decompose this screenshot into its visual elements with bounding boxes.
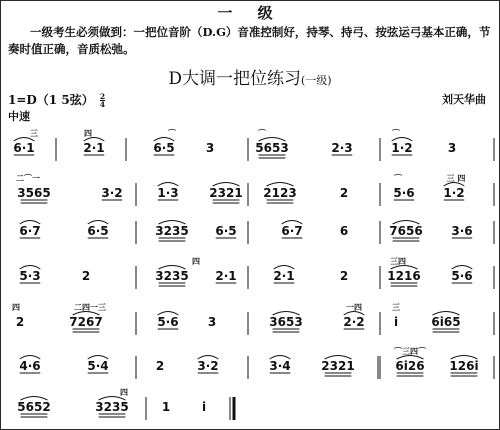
- note-group: 6·7: [281, 224, 303, 238]
- fingering-mark: 四: [12, 303, 20, 312]
- note-group: 5·6: [157, 315, 179, 329]
- note-group: 5·4: [87, 359, 109, 373]
- note-group: 3·2: [101, 186, 123, 200]
- note-group: 2·1: [215, 269, 237, 283]
- note-group: 1: [161, 400, 171, 414]
- note-group: 3: [207, 315, 217, 329]
- time-denominator: 4: [99, 100, 106, 109]
- intro-paragraph: 一级考生必须做到：一把位音阶（D.G）音准控制好，持琴、持弓、按弦运弓基本正确，节奏时值正确，音质松弛。: [8, 25, 491, 56]
- note-group: 2: [339, 186, 349, 200]
- note-group: 6i65: [431, 315, 461, 329]
- fingering-mark: 四: [120, 388, 128, 397]
- note-group: 2·2: [343, 315, 365, 329]
- note-group: 5653: [255, 141, 289, 155]
- note-group: 6·7: [19, 224, 41, 238]
- fingering-mark: 三四: [390, 257, 406, 266]
- fingering-mark: ⌒: [168, 129, 176, 138]
- piece-title-text: D大调一把位练习: [168, 69, 302, 89]
- note-group: 2: [339, 269, 349, 283]
- fingering-mark: 四: [192, 257, 200, 266]
- fingering-mark: ⌒: [394, 174, 402, 183]
- note-group: 2·1: [273, 269, 295, 283]
- note-group: 6·5: [215, 224, 237, 238]
- note-group: 3·6: [451, 224, 473, 238]
- note-group: 1216: [387, 269, 421, 283]
- fingering-mark: 三: [392, 303, 400, 312]
- note-group: 3565: [17, 186, 51, 200]
- note-group: 2321: [209, 186, 243, 200]
- note-group: 5·3: [19, 269, 41, 283]
- note-group: 4·6: [19, 359, 41, 373]
- fingering-mark: 四: [84, 129, 92, 138]
- note-group: 3235: [95, 400, 129, 414]
- fingering-mark: 三 四: [446, 174, 466, 183]
- note-group: 1·3: [157, 186, 179, 200]
- note-group: 2: [15, 315, 25, 329]
- fingering-mark: 三: [30, 129, 38, 138]
- note-group: 3: [205, 141, 215, 155]
- note-group: 3235: [155, 224, 189, 238]
- piece-subtitle: (一级): [301, 74, 332, 87]
- note-group: 2·3: [331, 141, 353, 155]
- note-group: 3653: [269, 315, 303, 329]
- fingering-mark: ⌒: [258, 129, 266, 138]
- note-group: 1·2: [443, 186, 465, 200]
- fingering-mark: 一四: [346, 303, 362, 312]
- note-group: 2321: [321, 359, 355, 373]
- note-group: 3·4: [269, 359, 291, 373]
- note-group: 1·2: [391, 141, 413, 155]
- note-group: 126i: [449, 359, 479, 373]
- level-title: 一 级: [217, 4, 283, 22]
- note-group: 6·1: [13, 141, 35, 155]
- note-group: 2123: [263, 186, 297, 200]
- note-group: 3·2: [197, 359, 219, 373]
- note-group: 6·5: [153, 141, 175, 155]
- note-group: i: [201, 400, 207, 414]
- note-group: 5652: [17, 400, 51, 414]
- note-group: 5·6: [393, 186, 415, 200]
- note-group: i: [393, 315, 399, 329]
- composer-credit: 刘天华曲: [442, 93, 486, 106]
- note-group: 2: [155, 359, 165, 373]
- fingering-mark: 二四一三: [74, 303, 106, 312]
- note-group: 3235: [155, 269, 189, 283]
- fingering-mark: ⌒三四⌒: [394, 347, 426, 356]
- time-numerator: 2: [99, 91, 106, 101]
- note-group: 2: [81, 269, 91, 283]
- fingering-mark: 二⌒一: [16, 174, 40, 183]
- note-group: 7267: [69, 315, 103, 329]
- key-signature-text: 1=D（1 5弦）: [8, 93, 94, 107]
- note-group: 6: [339, 224, 349, 238]
- note-group: 6i26: [395, 359, 425, 373]
- tempo-marking: 中速: [8, 110, 30, 123]
- note-group: 3: [447, 141, 457, 155]
- note-group: 2·1: [83, 141, 105, 155]
- note-group: 6·5: [87, 224, 109, 238]
- fingering-mark: ⌒: [392, 129, 400, 138]
- note-group: 5·6: [451, 269, 473, 283]
- note-group: 7656: [389, 224, 423, 238]
